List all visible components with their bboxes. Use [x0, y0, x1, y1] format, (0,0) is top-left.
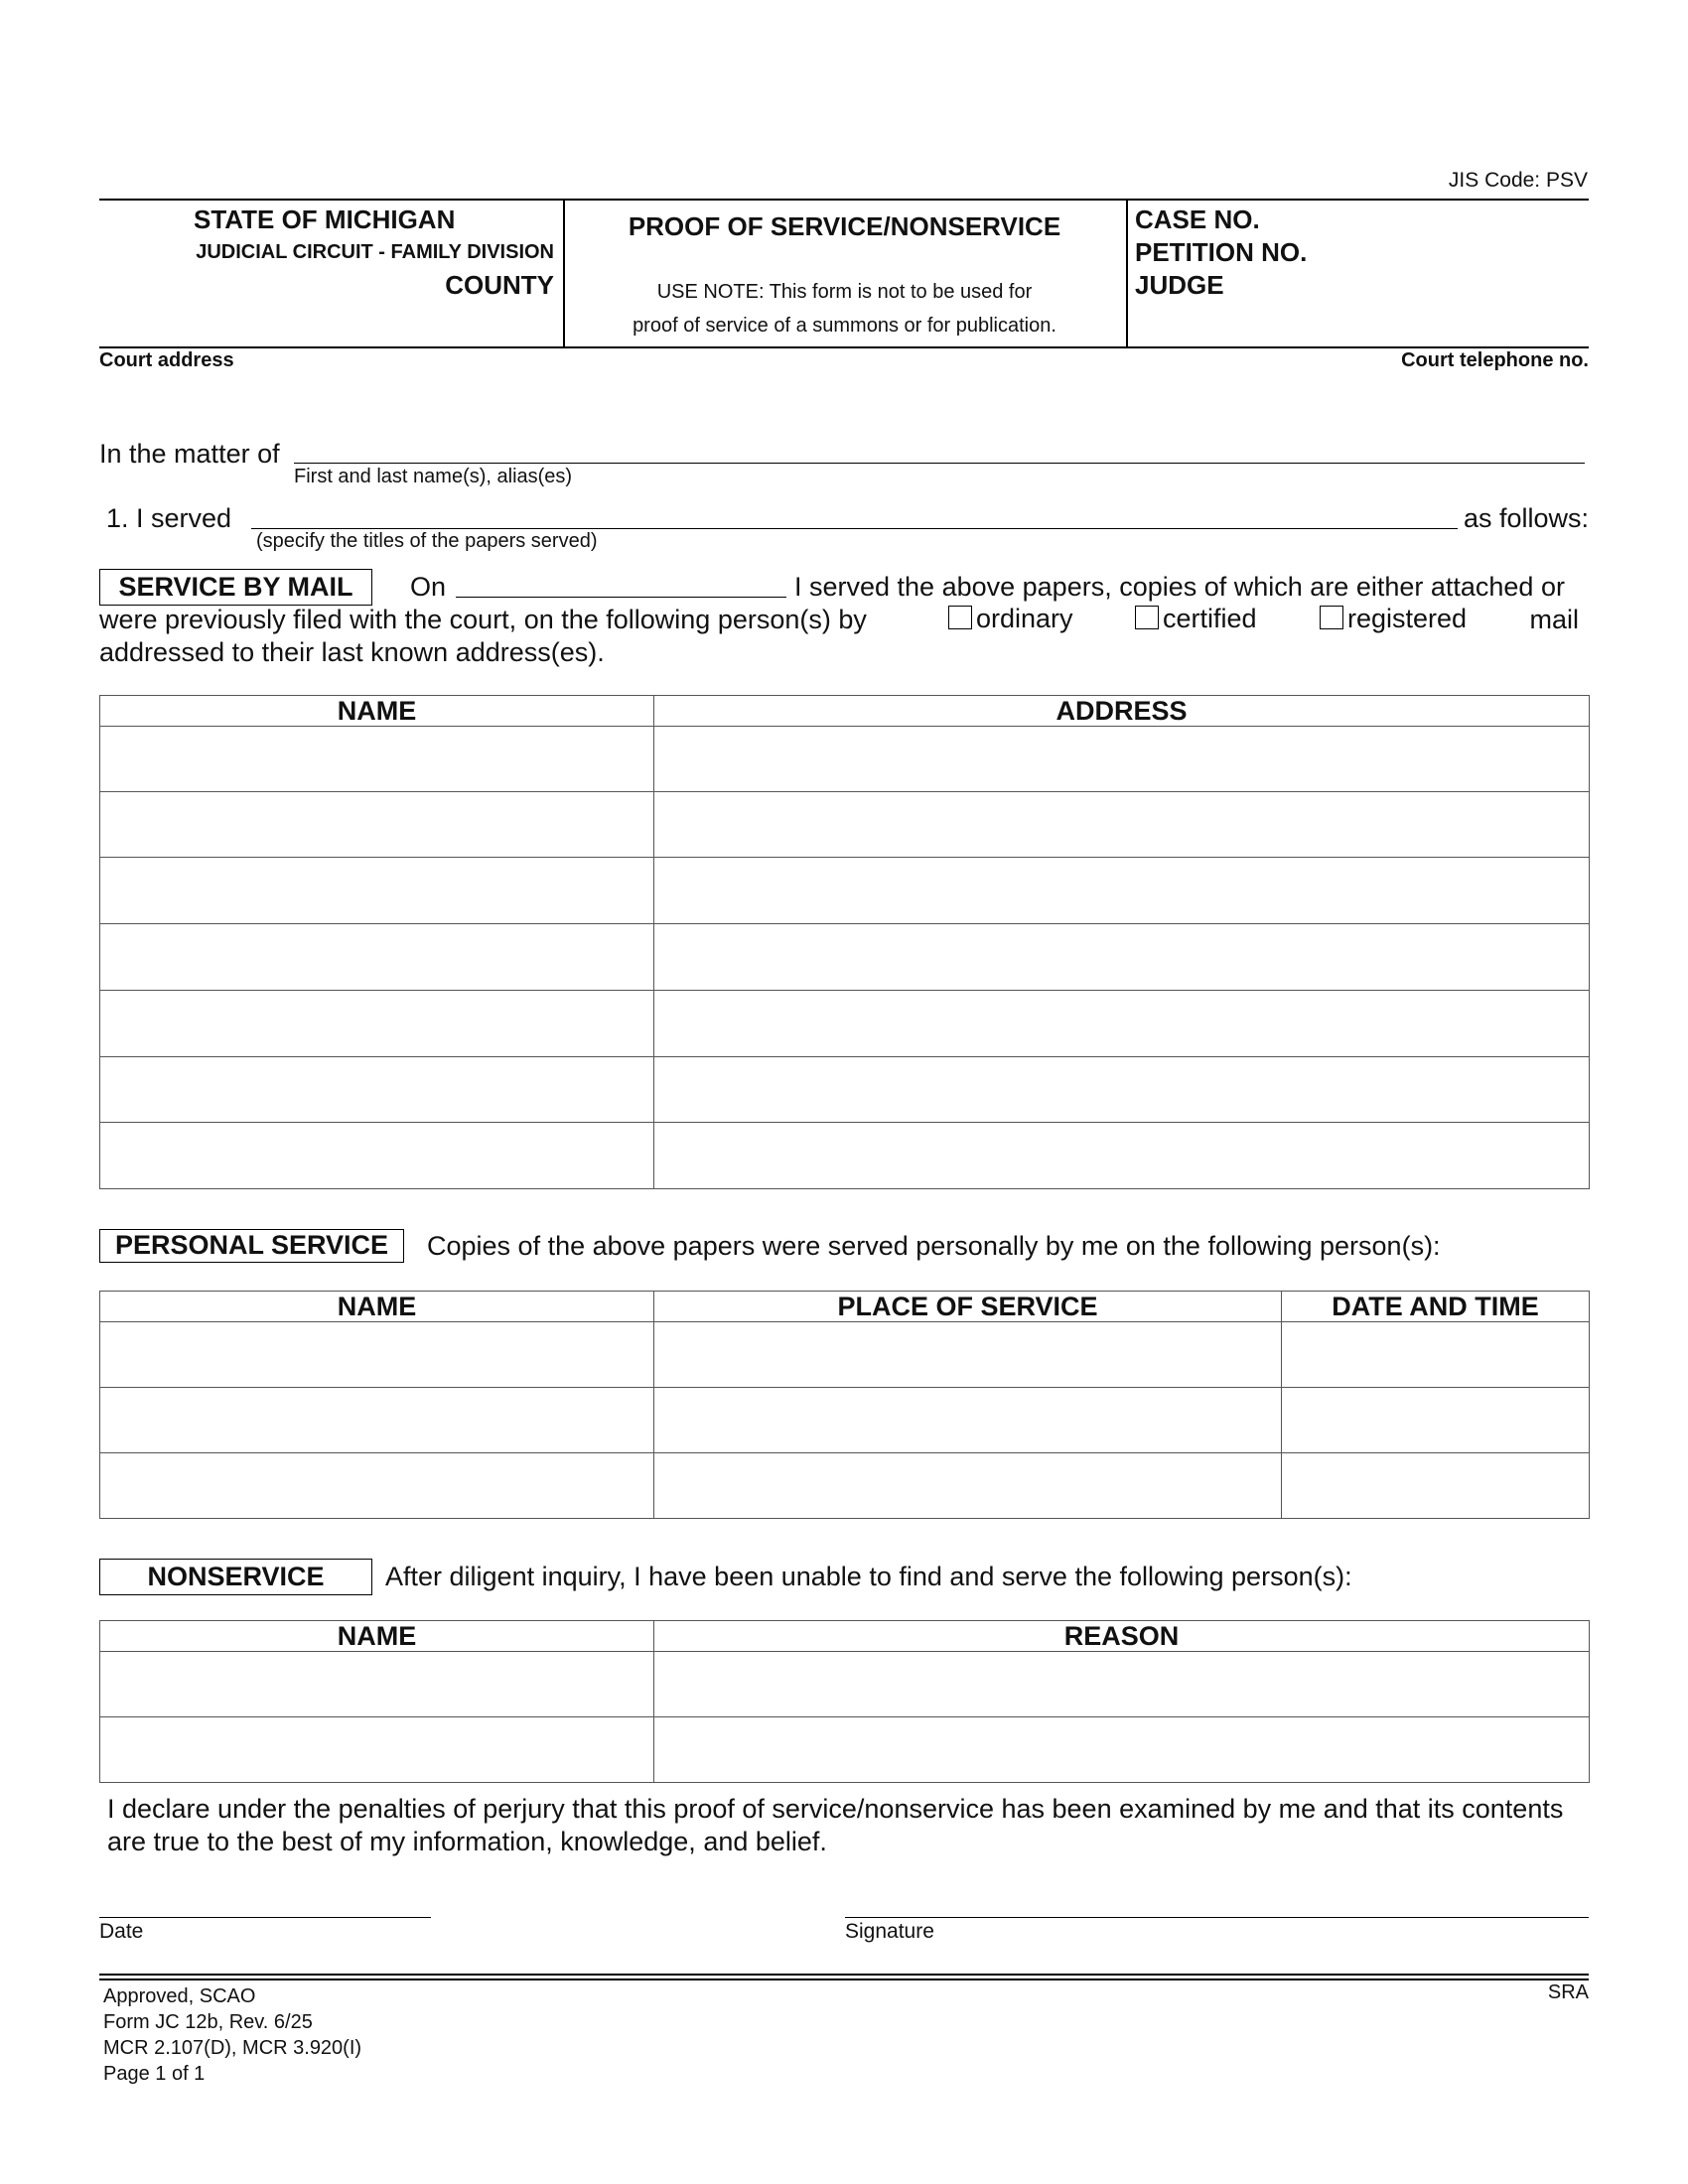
mail-date-field[interactable] — [456, 597, 786, 598]
footer-approved: Approved, SCAO — [103, 1985, 256, 2007]
table-cell[interactable] — [654, 924, 1590, 991]
header-bottom-rule — [99, 346, 1589, 348]
personal-col-datetime: DATE AND TIME — [1282, 1292, 1590, 1322]
use-note-line1: USE NOTE: This form is not to be used for — [656, 281, 1033, 303]
matter-label: In the matter of — [99, 439, 280, 469]
petition-no-label: PETITION NO. — [1135, 237, 1308, 267]
nonservice-box: NONSERVICE — [99, 1559, 372, 1595]
footer-rule-1 — [99, 1974, 1589, 1976]
table-cell[interactable] — [654, 1453, 1282, 1519]
checkbox-registered-label: registered — [1347, 604, 1468, 633]
served-sublabel: (specify the titles of the papers served) — [256, 530, 598, 552]
jis-code: JIS Code: PSV — [1448, 169, 1588, 192]
personal-col-place: PLACE OF SERVICE — [654, 1292, 1282, 1322]
footer-mcr: MCR 2.107(D), MCR 3.920(I) — [103, 2037, 362, 2059]
table-cell[interactable] — [654, 727, 1590, 792]
mail-text-line3: addressed to their last known address(es). — [99, 637, 605, 667]
checkbox-certified-label: certified — [1163, 604, 1257, 633]
table-cell[interactable] — [654, 792, 1590, 858]
footer-info — [103, 1983, 361, 2087]
checkbox-ordinary[interactable] — [948, 604, 1073, 634]
checkbox-certified-box[interactable] — [1135, 606, 1159, 629]
table-cell[interactable] — [654, 1652, 1590, 1717]
table-cell[interactable] — [100, 1322, 654, 1388]
table-cell[interactable] — [100, 1123, 654, 1189]
judge-label: JUDGE — [1135, 270, 1224, 300]
footer-page: Page 1 of 1 — [103, 2063, 206, 2085]
matter-name-field[interactable] — [294, 463, 1585, 464]
court-address-label: Court address — [99, 349, 234, 371]
table-cell[interactable] — [1282, 1453, 1590, 1519]
table-cell[interactable] — [654, 1057, 1590, 1123]
date-label: Date — [99, 1920, 144, 1943]
table-cell[interactable] — [100, 1652, 654, 1717]
signature-field[interactable] — [845, 1917, 1589, 1918]
checkbox-registered[interactable] — [1320, 604, 1467, 634]
county-label: COUNTY — [445, 270, 554, 300]
served-papers-field[interactable] — [251, 528, 1458, 529]
mail-word: mail — [1529, 605, 1579, 634]
mail-text-line1: I served the above papers, copies of which are either attached or — [794, 572, 1565, 602]
use-note-line2: proof of service of a summons or for publication. — [633, 315, 1056, 337]
nonservice-text: After diligent inquiry, I have been unable to find and serve the following person(s): — [385, 1562, 1352, 1591]
table-cell[interactable] — [654, 858, 1590, 924]
footer-code: SRA — [1547, 1981, 1589, 2003]
table-cell[interactable] — [100, 1453, 654, 1519]
court-telephone-label: Court telephone no. — [1401, 349, 1589, 371]
table-cell[interactable] — [100, 1388, 654, 1453]
personal-service-text: Copies of the above papers were served personally by me on the following person(s): — [427, 1231, 1441, 1261]
table-cell[interactable] — [100, 858, 654, 924]
table-cell[interactable] — [100, 924, 654, 991]
table-cell[interactable] — [1282, 1322, 1590, 1388]
signature-label: Signature — [845, 1920, 934, 1943]
form-title: PROOF OF SERVICE/NONSERVICE — [628, 211, 1061, 241]
mail-col-address: ADDRESS — [654, 696, 1590, 727]
table-cell[interactable] — [654, 1322, 1282, 1388]
checkbox-certified[interactable] — [1135, 604, 1257, 634]
table-cell[interactable] — [654, 1388, 1282, 1453]
judicial-circuit-label: JUDICIAL CIRCUIT - FAMILY DIVISION — [196, 241, 554, 263]
state-label: STATE OF MICHIGAN — [194, 205, 456, 234]
nonservice-table — [99, 1620, 1590, 1783]
table-cell[interactable] — [100, 792, 654, 858]
personal-table — [99, 1291, 1590, 1519]
table-cell[interactable] — [654, 991, 1590, 1057]
matter-sublabel: First and last name(s), alias(es) — [294, 466, 573, 487]
nonservice-col-name: NAME — [100, 1621, 654, 1652]
table-cell[interactable] — [654, 1123, 1590, 1189]
header-top-rule — [99, 199, 1589, 201]
table-cell[interactable] — [654, 1717, 1590, 1783]
table-cell[interactable] — [100, 727, 654, 792]
served-suffix: as follows: — [1463, 503, 1589, 533]
mail-col-name: NAME — [100, 696, 654, 727]
table-cell[interactable] — [100, 1057, 654, 1123]
declaration-line2: are true to the best of my information, knowledge, and belief. — [107, 1827, 827, 1856]
declaration-line1: I declare under the penalties of perjury that this proof of service/nonservice has been examined by me and that its contents — [107, 1794, 1564, 1824]
case-no-label: CASE NO. — [1135, 205, 1260, 234]
nonservice-col-reason: REASON — [654, 1621, 1590, 1652]
checkbox-ordinary-box[interactable] — [948, 606, 972, 629]
mail-table — [99, 695, 1590, 1189]
footer-form-no: Form JC 12b, Rev. 6/25 — [103, 2011, 313, 2033]
mail-on-label: On — [410, 572, 447, 602]
checkbox-registered-box[interactable] — [1320, 606, 1343, 629]
checkbox-ordinary-label: ordinary — [976, 604, 1073, 633]
date-field[interactable] — [99, 1917, 431, 1918]
table-cell[interactable] — [100, 1717, 654, 1783]
personal-col-name: NAME — [100, 1292, 654, 1322]
footer-rule-2 — [99, 1979, 1589, 1980]
served-label: 1. I served — [106, 503, 232, 533]
header-divider-2 — [1126, 200, 1128, 346]
table-cell[interactable] — [1282, 1388, 1590, 1453]
mail-text-line2: were previously filed with the court, on the following person(s) by — [99, 605, 867, 634]
service-by-mail-box: SERVICE BY MAIL — [99, 569, 372, 606]
table-cell[interactable] — [100, 991, 654, 1057]
personal-service-box: PERSONAL SERVICE — [99, 1229, 404, 1263]
